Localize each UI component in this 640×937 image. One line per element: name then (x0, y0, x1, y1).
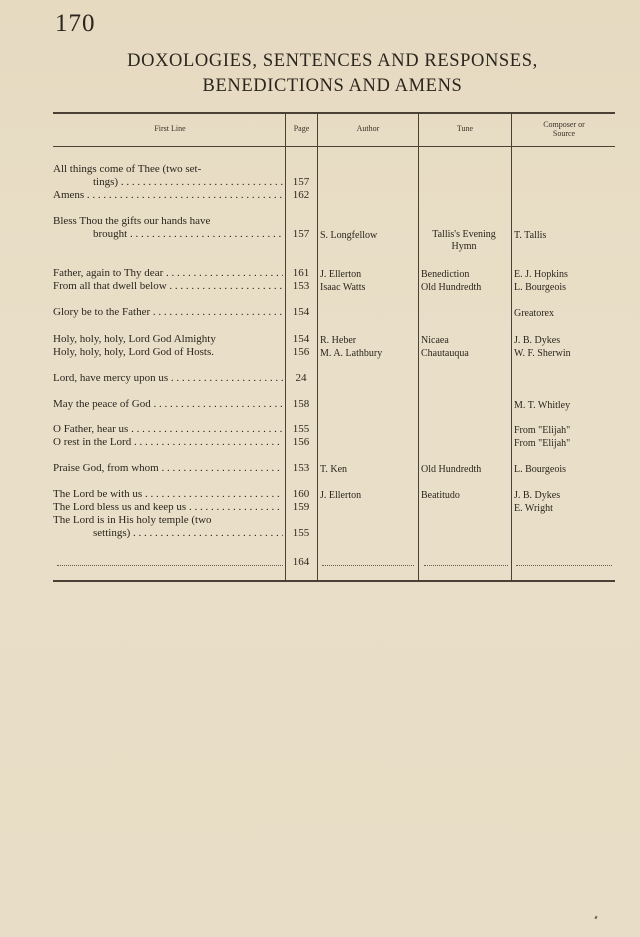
composer-cell: From "Elijah" (514, 438, 571, 449)
page-cell: 155 (292, 527, 310, 539)
author-cell: T. Ken (320, 464, 348, 475)
tune-cell: Chautauqua (421, 348, 469, 359)
header-page: Page (293, 124, 310, 133)
header-composer-l1: Composer or (543, 120, 585, 129)
table-top-rule (53, 112, 615, 114)
composer-cell: L. Bourgeois (514, 464, 567, 475)
page-cell: 159 (292, 501, 310, 513)
first-line-cell: Bless Thou the gifts our hands have (53, 215, 211, 227)
first-line-cell: Amens . . . (53, 189, 283, 202)
header-composer-l2: Source (552, 129, 576, 138)
page-cell: 162 (292, 189, 310, 201)
composer-cell: L. Bourgeois (514, 282, 567, 293)
tune-cell: Old Hundredth (421, 282, 482, 293)
header-author: Author (356, 124, 380, 133)
header-tune: Tune (456, 124, 474, 133)
author-cell: J. Ellerton (320, 269, 362, 280)
first-line-cell: From all that dwell below . . . (53, 280, 283, 293)
section-title-line-1: DOXOLOGIES, SENTENCES AND RESPONSES, (127, 51, 538, 71)
first-line-cell: The Lord be with us . . . (53, 488, 283, 501)
page-cell: 156 (292, 436, 310, 448)
composer-cell: From "Elijah" (514, 425, 571, 436)
composer-cell: J. B. Dykes (514, 490, 561, 501)
page-cell: 157 (292, 176, 310, 188)
first-line-cell: Lord, have mercy upon us . . . (53, 372, 283, 385)
page-cell: 153 (292, 280, 310, 292)
dotted-leader-line (57, 565, 283, 566)
first-line-cell: Holy, holy, holy, Lord God of Hosts. (53, 346, 215, 358)
author-cell: J. Ellerton (320, 490, 362, 501)
author-cell: M. A. Lathbury (320, 348, 383, 359)
first-line-cell: O rest in the Lord . . . (53, 436, 283, 449)
tune-cell: Beatitudo (421, 490, 460, 501)
page-cell: 161 (292, 267, 310, 279)
page-cell: 160 (292, 488, 310, 500)
first-line-cell: May the peace of God . . . (53, 398, 283, 411)
first-line-cell: tings) . . . (53, 176, 283, 189)
first-line-cell: brought . . . (53, 228, 283, 241)
first-line-cell: The Lord is in His holy temple (two (53, 514, 212, 526)
page-cell: 156 (292, 346, 310, 358)
composer-cell: Greatorex (514, 308, 554, 319)
first-line-cell: Father, again to Thy dear . . . (53, 267, 283, 280)
tune-cell: Benediction (421, 269, 470, 280)
column-divider-3 (418, 114, 419, 580)
first-line-cell: All things come of Thee (two set- (53, 163, 202, 175)
tune-cell: Old Hundredth (421, 464, 482, 475)
page-cell: 158 (292, 398, 310, 410)
header-first-line: First Line (154, 124, 186, 133)
first-line-cell: Glory be to the Father . . . (53, 306, 283, 319)
column-divider-2 (317, 114, 318, 580)
first-line-cell: settings) . . . (53, 527, 283, 540)
composer-cell: E. Wright (514, 503, 553, 514)
tune-cell: Nicaea (421, 335, 449, 346)
page-cell: 155 (292, 423, 310, 435)
first-line-cell: Praise God, from whom . . . (53, 462, 283, 475)
page-cell: 157 (292, 228, 310, 240)
composer-cell: T. Tallis (514, 230, 547, 241)
dotted-leader-line (424, 565, 508, 566)
author-cell: R. Heber (320, 335, 357, 346)
column-divider-4 (511, 114, 512, 580)
dotted-leader-line (516, 565, 612, 566)
page-cell: 164 (292, 556, 310, 568)
composer-cell: E. J. Hopkins (514, 269, 568, 280)
dotted-leader-line (322, 565, 414, 566)
page-cell: 153 (292, 462, 310, 474)
author-cell: S. Longfellow (320, 230, 378, 241)
composer-cell: J. B. Dykes (514, 335, 561, 346)
section-title-line-2: BENEDICTIONS AND AMENS (202, 76, 463, 96)
page-cell: 24 (295, 372, 307, 384)
tune-cell: Tallis's Evening Hymn (432, 229, 496, 252)
page-number: 170 (55, 10, 96, 37)
first-line-cell: O Father, hear us . . . (53, 423, 283, 436)
first-line-cell: Holy, holy, holy, Lord God Almighty (53, 333, 216, 345)
composer-cell: M. T. Whitley (514, 400, 571, 411)
table-bottom-rule (53, 580, 615, 582)
first-line-cell: The Lord bless us and keep us . . . (53, 501, 283, 514)
page-cell: 154 (292, 333, 310, 345)
page-cell: 154 (292, 306, 310, 318)
author-cell: Isaac Watts (320, 282, 366, 293)
header-bottom-rule (53, 146, 615, 147)
paper-speck (594, 916, 597, 920)
composer-cell: W. F. Sherwin (514, 348, 571, 359)
